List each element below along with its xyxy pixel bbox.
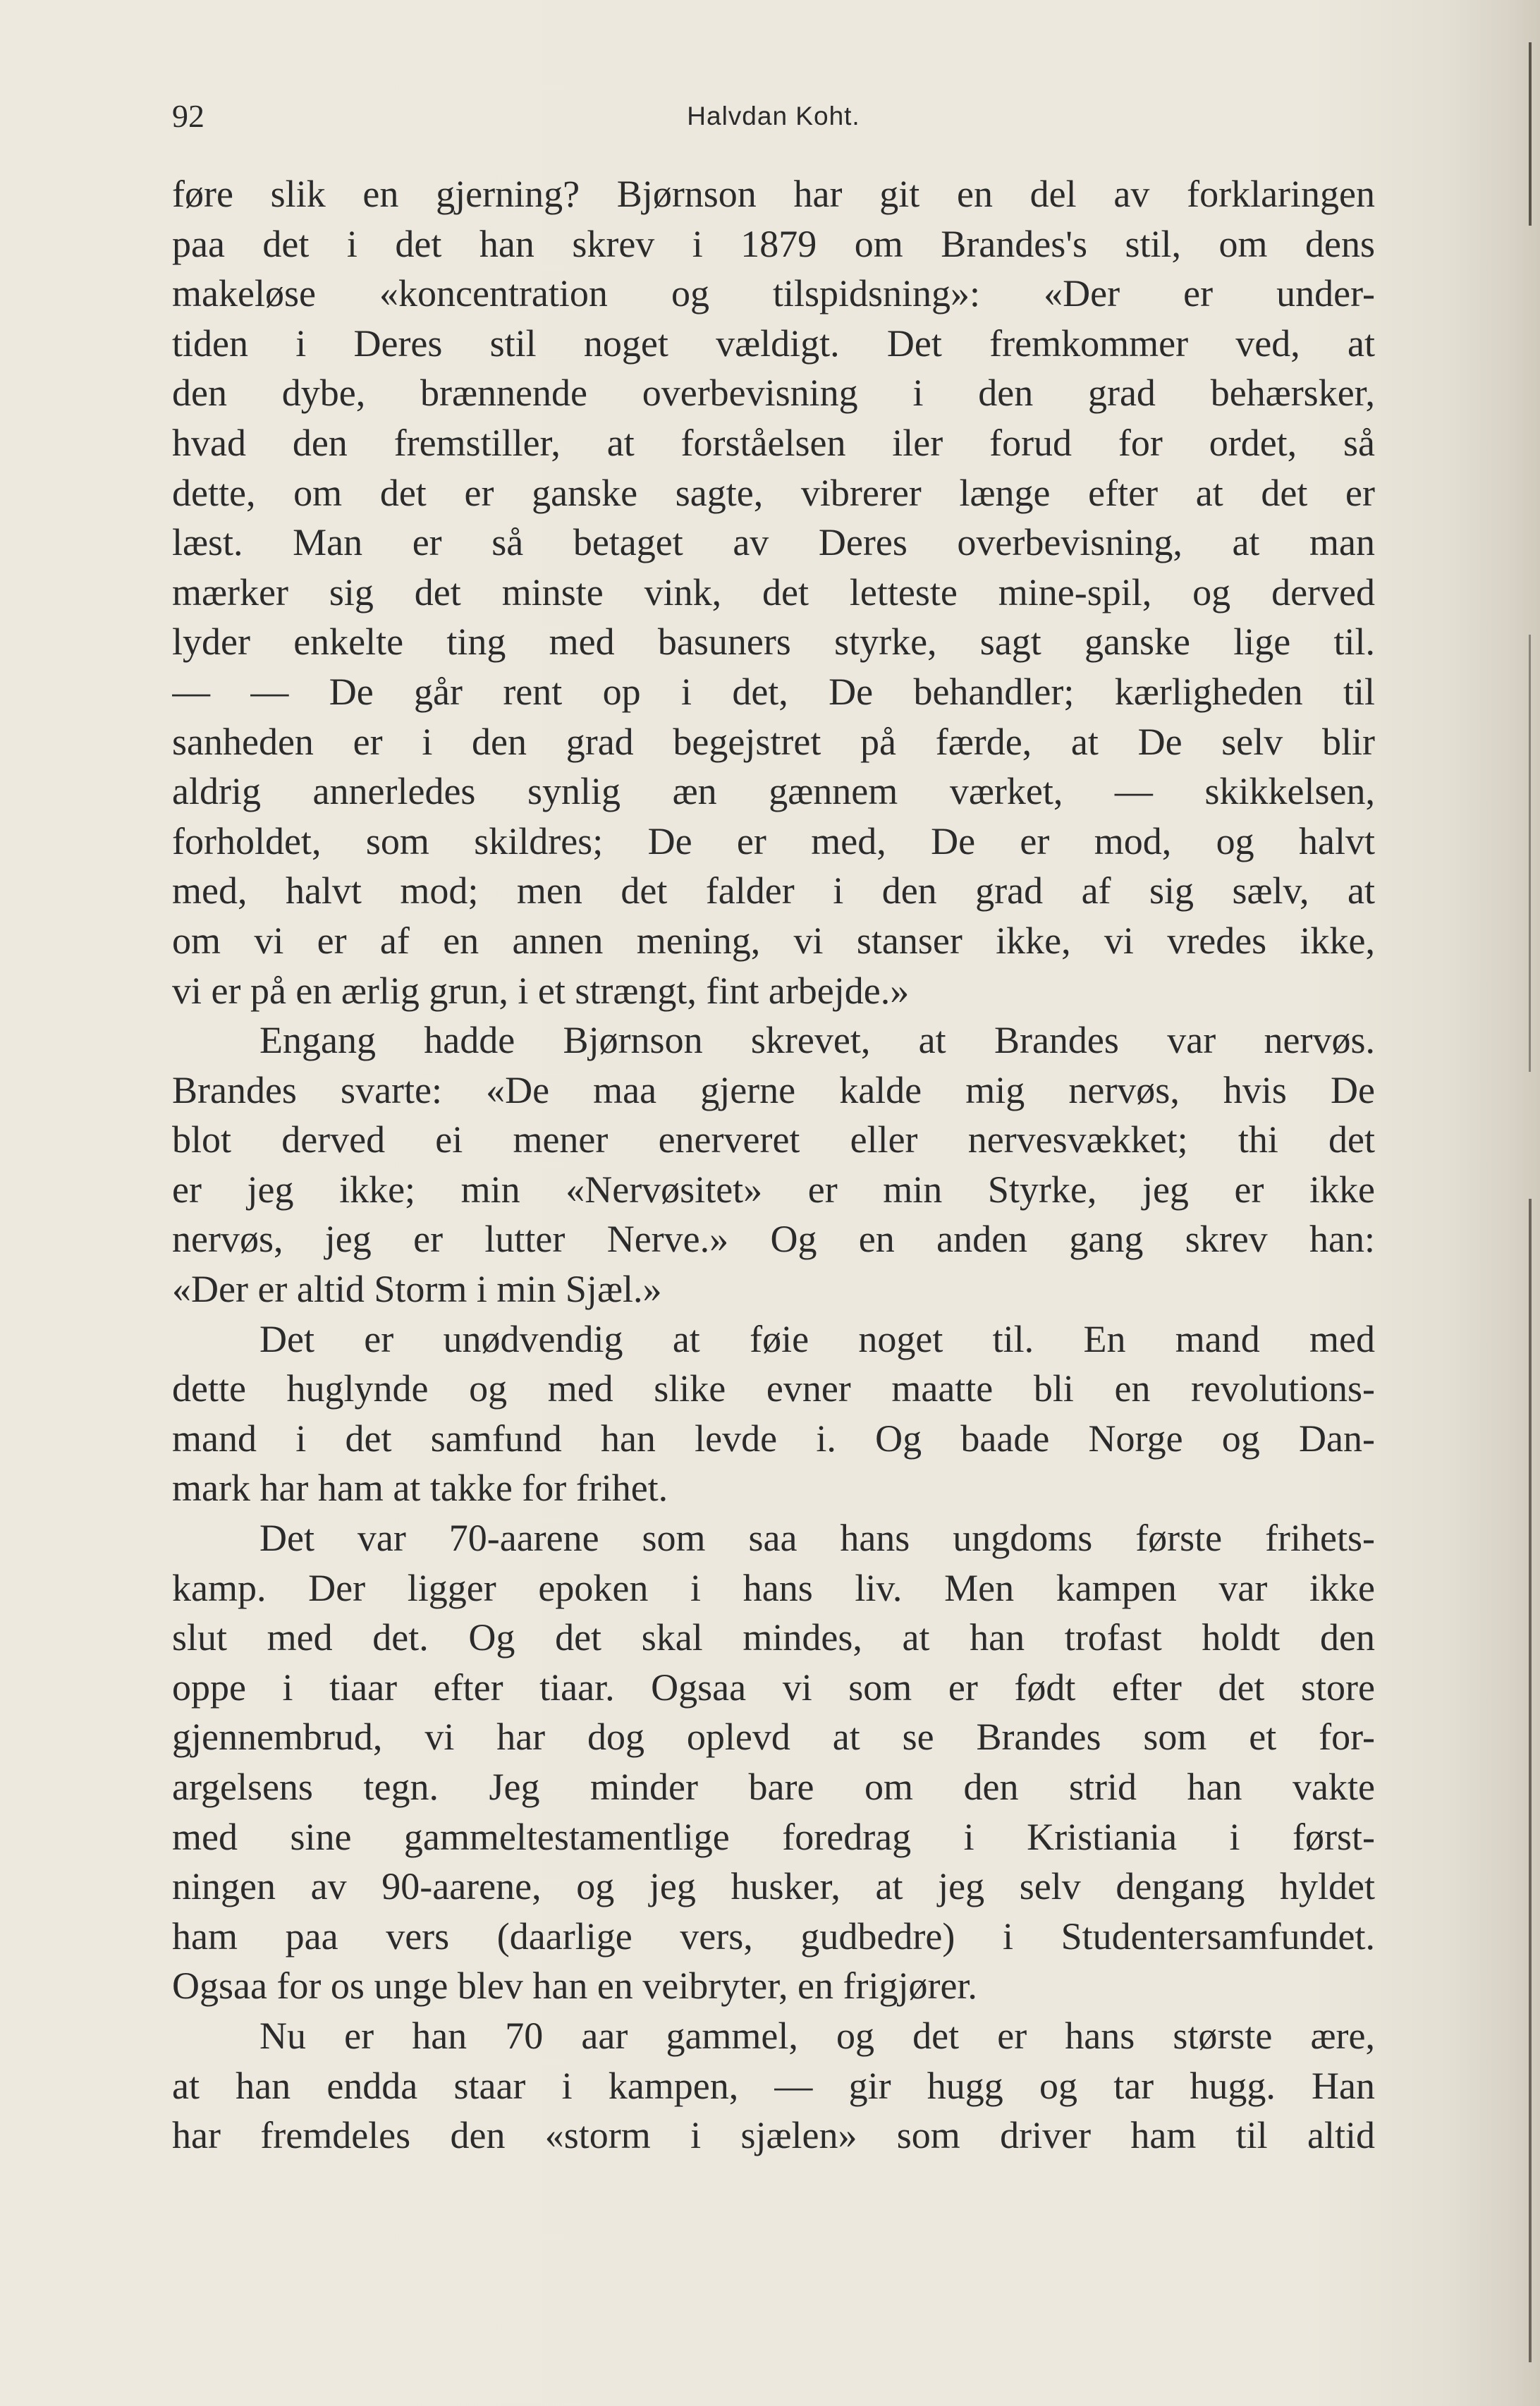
text-line: nervøs, jeg er lutter Nerve.» Og en anden gang skrev han: (172, 1218, 1375, 1261)
text-line: dette, om det er ganske sagte, vibrerer længe efter at det er (172, 471, 1375, 514)
text-line: hvad den fremstiller, at forståelsen iler forud for ordet, så (172, 421, 1375, 464)
text-line: oppe i tiaar efter tiaar. Ogsaa vi som er født efter det store (172, 1666, 1375, 1709)
text-line: slut med det. Og det skal mindes, at han trofast holdt den (172, 1616, 1375, 1659)
text-line: Ogsaa for os unge blev han en veibryter, en frigjører. (172, 1965, 977, 2008)
text-line: læst. Man er så betaget av Deres overbevisning, at man (172, 521, 1375, 564)
page-edge-shadow (1529, 635, 1531, 1072)
text-line: med sine gammeltestamentlige foredrag i Kristiania i først- (172, 1815, 1375, 1858)
text-line: er jeg ikke; min «Nervøsitet» er min Styrke, jeg er ikke (172, 1168, 1375, 1211)
running-head: Halvdan Koht. (687, 102, 860, 130)
text-line: «Der er altid Storm i min Sjæl.» (172, 1268, 662, 1311)
text-line: makeløse «koncentration og tilspidsning»: «Der er under- (172, 272, 1375, 315)
page-number: 92 (172, 98, 204, 134)
text-line: Brandes svarte: «De maa gjerne kalde mig nervøs, hvis De (172, 1068, 1375, 1111)
text-line: kamp. Der ligger epoken i hans liv. Men kampen var ikke (172, 1566, 1375, 1609)
text-line: paa det i det han skrev i 1879 om Brandes's stil, om dens (172, 222, 1375, 265)
text-line: dette huglynde og med slike evner maatte bli en revolutions- (172, 1367, 1375, 1410)
text-line: Nu er han 70 aar gammel, og det er hans største ære, (259, 2014, 1375, 2057)
text-line: Det er unødvendig at føie noget til. En mand med (259, 1317, 1375, 1360)
body-text (172, 169, 1375, 2161)
text-line: mand i det samfund han levde i. Og baade Norge og Dan- (172, 1417, 1375, 1460)
text-line: mærker sig det minste vink, det letteste mine-spil, og derved (172, 570, 1375, 613)
text-line: Det var 70-aarene som saa hans ungdoms første frihets- (259, 1517, 1375, 1560)
text-line: mark har ham at takke for frihet. (172, 1467, 668, 1510)
text-line: blot derved ei mener enerveret eller nervesvækket; thi det (172, 1118, 1375, 1161)
text-line: at han endda staar i kampen, — gir hugg og tar hugg. Han (172, 2064, 1375, 2107)
text-line: aldrig annerledes synlig æn gænnem værket, — skikkelsen, (172, 770, 1375, 813)
text-line: føre slik en gjerning? Bjørnson har git en del av forklaringen (172, 173, 1375, 215)
page-edge-shadow (1529, 1199, 1532, 2362)
text-line: den dybe, brænnende overbevisning i den grad behærsker, (172, 372, 1375, 415)
text-line: lyder enkelte ting med basuners styrke, sagt ganske lige til. (172, 621, 1375, 664)
text-line: Engang hadde Bjørnson skrevet, at Brandes var nervøs. (259, 1019, 1375, 1062)
text-line: argelsens tegn. Jeg minder bare om den strid han vakte (172, 1766, 1375, 1808)
text-line: ningen av 90-aarene, og jeg husker, at jeg selv dengang hyldet (172, 1865, 1375, 1908)
text-line: ham paa vers (daarlige vers, gudbedre) i Studentersamfundet. (172, 1915, 1375, 1958)
text-line: med, halvt mod; men det falder i den grad af sig sælv, at (172, 869, 1375, 912)
text-line: tiden i Deres stil noget vældigt. Det fremkommer ved, at (172, 322, 1375, 365)
text-line: vi er på en ærlig grun, i et strængt, fint arbejde.» (172, 969, 910, 1012)
text-line: — — De går rent op i det, De behandler; kærligheden til (172, 670, 1375, 713)
page-header (172, 97, 1375, 140)
text-line: om vi er af en annen mening, vi stanser ikke, vi vredes ikke, (172, 919, 1375, 962)
text-line: har fremdeles den «storm i sjælen» som driver ham til altid (172, 2114, 1375, 2157)
page-edge-shadow (1529, 42, 1532, 226)
text-line: gjennembrud, vi har dog oplevd at se Brandes som et for- (172, 1716, 1375, 1759)
text-line: forholdet, som skildres; De er med, De er mod, og halvt (172, 819, 1375, 862)
text-line: sanheden er i den grad begejstret på færde, at De selv blir (172, 720, 1375, 763)
